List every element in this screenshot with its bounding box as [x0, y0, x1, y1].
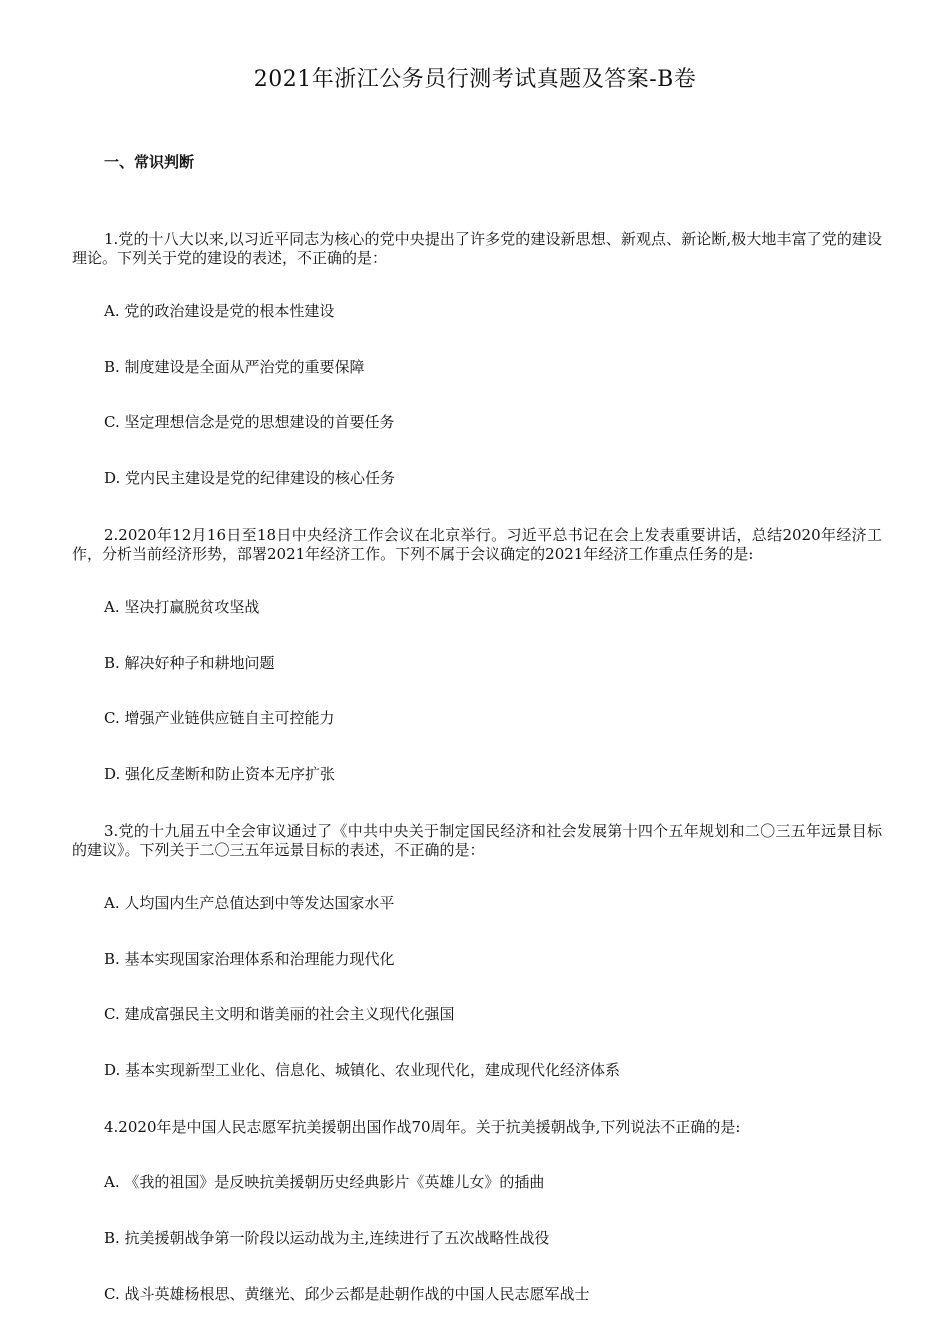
question-option: D. 强化反垄断和防止资本无序扩张: [104, 765, 336, 783]
question-option: D. 党内民主建设是党的纪律建设的核心任务: [104, 469, 396, 487]
question-option: A. 党的政治建设是党的根本性建设: [104, 302, 335, 320]
question-option: B. 制度建设是全面从严治党的重要保障: [104, 358, 365, 376]
question-option: C. 建成富强民主文明和谐美丽的社会主义现代化强国: [104, 1005, 455, 1023]
section-heading: 一、常识判断: [104, 153, 195, 171]
question-option: B. 抗美援朝战争第一阶段以运动战为主,连续进行了五次战略性战役: [104, 1229, 550, 1247]
document-title: 2021年浙江公务员行测考试真题及答案-B卷: [253, 67, 697, 92]
question-stem: 4.2020年是中国人民志愿军抗美援朝出国作战70周年。关于抗美援朝战争,下列说法不正确的是:: [104, 1118, 741, 1136]
question-option: A. 《我的祖国》是反映抗美援朝历史经典影片《英雄儿女》的插曲: [104, 1173, 545, 1191]
question-option: B. 基本实现国家治理体系和治理能力现代化: [104, 950, 395, 968]
question-stem: 2.2020年12月16日至18日中央经济工作会议在北京举行。习近平总书记在会上发表重要讲话，总结2020年经济工作，分析当前经济形势，部署2021年经济工作。下列不属于会议确定的2021年经济工作重点任务的是:: [72, 526, 882, 563]
question-stem: 1.党的十八大以来,以习近平同志为核心的党中央提出了许多党的建设新思想、新观点、新论断,极大地丰富了党的建设理论。下列关于党的建设的表述，不正确的是：: [72, 230, 882, 267]
question-option: A. 人均国内生产总值达到中等发达国家水平: [104, 894, 395, 912]
question-option: C. 增强产业链供应链自主可控能力: [104, 709, 335, 727]
question-option: C. 坚定理想信念是党的思想建设的首要任务: [104, 413, 395, 431]
question-option: D. 基本实现新型工业化、信息化、城镇化、农业现代化，建成现代化经济体系: [104, 1061, 621, 1079]
question-stem: 3.党的十九届五中全会审议通过了《中共中央关于制定国民经济和社会发展第十四个五年规划和二〇三五年远景目标的建议》。下列关于二〇三五年远景目标的表述，不正确的是：: [72, 822, 882, 859]
question-option: B. 解决好种子和耕地问题: [104, 654, 275, 672]
question-option: A. 坚决打赢脱贫攻坚战: [104, 598, 260, 616]
question-option: C. 战斗英雄杨根思、黄继光、邱少云都是赴朝作战的中国人民志愿军战士: [104, 1285, 590, 1303]
